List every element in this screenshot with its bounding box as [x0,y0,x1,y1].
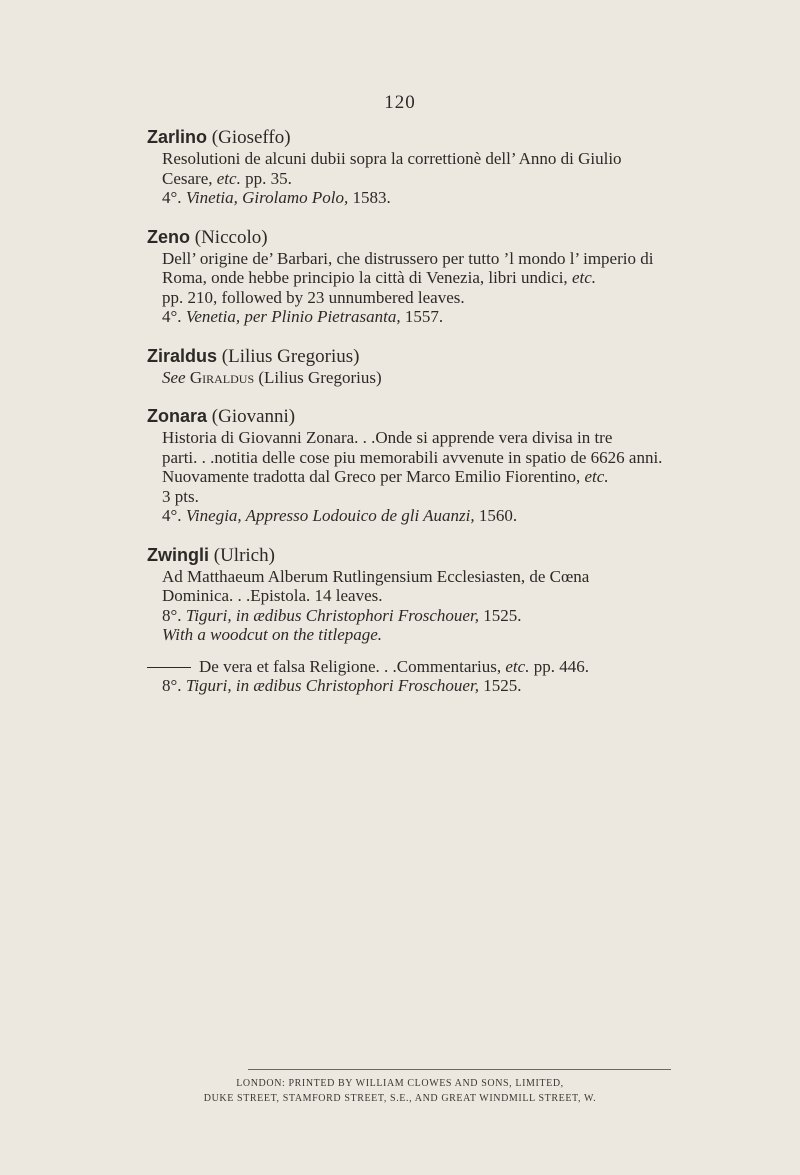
entry-title [162,149,747,169]
entry-title-cont [162,268,747,288]
year-text: 1525. [483,676,522,695]
entry-heading [147,544,747,567]
title-text: Resolutioni de alcuni dubii sopra la correttionè dell’ Anno di Giulio [162,149,622,168]
imprint-text: Tiguri, in ædibus Christophori Froschouer, [185,676,479,695]
year-text: 1557. [404,307,444,326]
see-forename: (Lilius Gregorius) [258,367,382,387]
title-text: Nuovamente tradotta dal Greco per Marco Emilio Fiorentino, [162,467,581,486]
imprint-text: Tiguri, in ædibus Christophori Froschouer, [185,605,479,625]
title-text: De vera et falsa Religione. . .Commentarius, [199,656,502,676]
entry-forename: (Giovanni) [211,406,296,427]
entry-imprint [162,606,747,626]
title-text: Historia di Giovanni Zonara. . .Onde si apprende vera divisa in tre [162,428,613,447]
entry-zonara [147,405,747,526]
entry-title-cont [162,448,747,468]
entry-title-cont [162,586,747,606]
entry-title [147,657,747,677]
format-text: 4°. [162,188,182,207]
title-text: Dominica. . .Epistola. 14 leaves. [162,586,383,605]
entry-see-reference [162,368,747,388]
entry-zwingli-second [147,657,747,696]
etc-text: etc. [505,656,530,676]
footer-rule [248,1069,671,1070]
entry-zwingli [147,544,747,645]
entry-surname: Ziraldus [147,345,218,366]
entry-title [162,567,747,587]
entry-forename: (Lilius Gregorius) [221,345,360,367]
entry-forename: (Ulrich) [213,544,275,566]
entry-title-cont [162,169,747,189]
etc-text: etc. [584,467,609,486]
imprint-text: Vinetia, Girolamo Polo, [185,188,349,207]
entry-surname: Zarlino [147,127,208,147]
etc-text: etc. [571,268,597,287]
entry-pages [162,487,747,507]
catalogue-entries [147,126,747,714]
entry-title [162,249,747,269]
entry-surname: Zwingli [147,544,209,565]
entry-heading [147,405,747,428]
ditto-dash [147,667,191,668]
entry-imprint [162,676,747,696]
pages-text: pp. 446. [533,656,589,676]
title-text: Roma, onde hebbe principio la città di Venezia, libri undici, [162,268,568,287]
year-text: 1560. [478,506,518,525]
page-number: 120 [384,92,416,113]
entry-title-cont [162,467,747,487]
entry-pages [162,288,747,308]
entry-surname: Zeno [147,226,190,247]
entry-surname: Zonara [147,406,208,426]
entry-heading [147,226,747,249]
entry-heading [147,345,747,368]
entry-forename: (Niccolo) [194,226,268,248]
entry-title [162,428,747,448]
entry-zarlino [147,126,747,208]
imprint-text: Venetia, per Plinio Pietrasanta, [185,307,401,326]
year-text: 1525. [483,605,522,625]
entry-zeno [147,226,747,327]
format-text: 4°. [162,307,182,326]
format-text: 8°. [162,676,182,695]
entry-heading [147,126,747,149]
colophon-line: DUKE STREET, STAMFORD STREET, S.E., AND GREAT WINDMILL STREET, W. [203,1093,597,1104]
title-text: Ad Matthaeum Alberum Rutlingensium Ecclesiasten, de Cœna [162,566,590,586]
printer-colophon [0,1076,800,1106]
see-name: Giraldus [189,367,255,387]
format-text: 4°. [162,506,182,525]
imprint-text: Vinegia, Appresso Lodouico de gli Auanzi, [185,506,475,525]
pages-text: pp. 210, followed by 23 unnumbered leaves. [162,287,465,307]
entry-imprint [162,506,747,526]
title-text: Cesare, [162,168,213,188]
entry-imprint [162,307,747,327]
format-text: 8°. [162,605,182,625]
pages-text: 3 pts. [162,486,199,506]
entry-imprint [162,188,747,208]
entry-ziraldus [147,345,747,388]
pages-text: pp. 35. [245,168,292,188]
entry-note: With a woodcut on the titlepage. [162,625,383,644]
etc-text: etc. [216,168,241,188]
colophon-line: LONDON: PRINTED BY WILLIAM CLOWES AND SONS, LIMITED, [236,1078,564,1089]
see-text: See [162,367,186,387]
year-text: 1583. [352,188,391,207]
entry-forename: (Gioseffo) [211,127,291,148]
title-text: parti. . .notitia delle cose piu memorabili avvenute in spatio de 6626 anni. [162,447,663,467]
title-text: Dell’ origine de’ Barbari, che distrussero per tutto ’l mondo l’ imperio di [162,248,654,268]
